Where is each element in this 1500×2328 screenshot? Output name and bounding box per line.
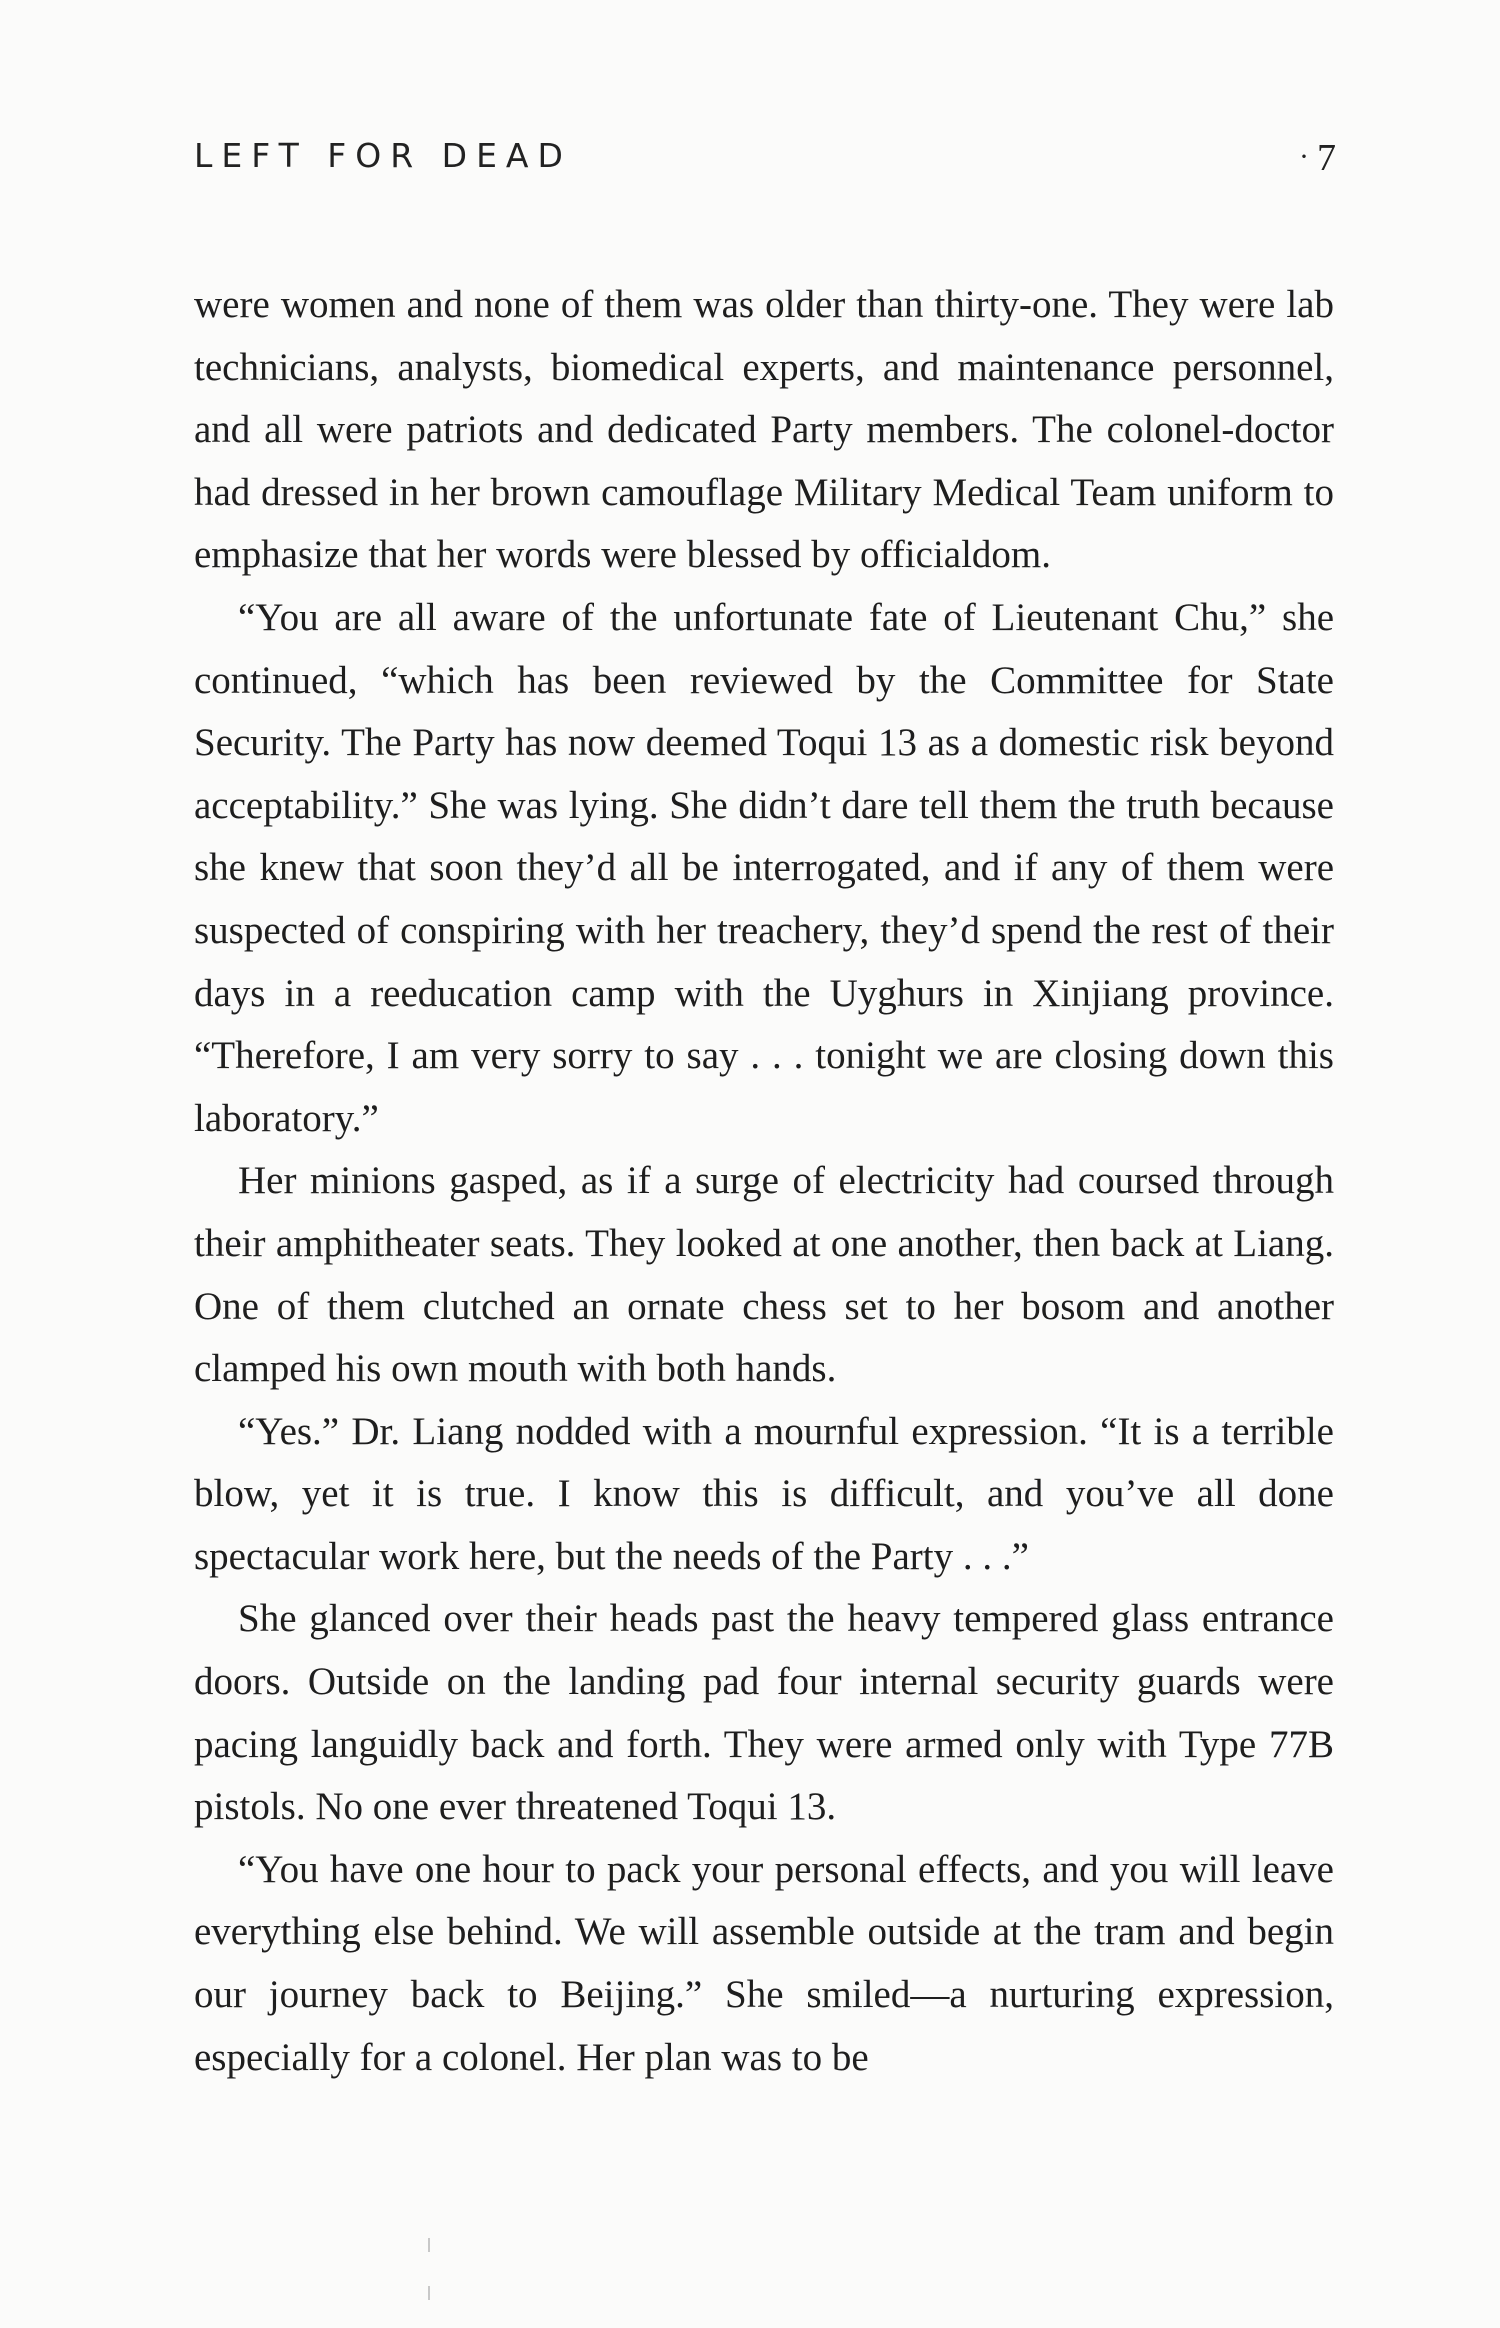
book-title: LEFT FOR DEAD bbox=[194, 136, 572, 175]
running-head bbox=[194, 136, 1336, 192]
paragraph-1: were women and none of them was older than thirty-one. They were lab technicians, analysts, biomedical experts, and maintenance personnel, and all were patriots and dedicated Party members. The colonel-doctor had dressed in her brown camouflage Military Medical Team uniform to emphasize that her words were blessed by officialdom. bbox=[194, 283, 1334, 577]
paragraph-5: She glanced over their heads past the heavy tempered glass entrance doors. Outside on the landing pad four internal security guards were pacing languidly back and forth. They were armed only with Type 77B pistols. No one ever threatened Toqui 13. bbox=[194, 1597, 1334, 1829]
paragraph-4: “Yes.” Dr. Liang nodded with a mournful expression. “It is a terrible blow, yet it is true. I know this is difficult, and you’ve all done spectacular work here, but the needs of the Party . . .” bbox=[194, 1409, 1334, 1578]
separator-dot-icon: · bbox=[1299, 140, 1309, 173]
paragraph-3: Her minions gasped, as if a surge of electricity had coursed through their amphitheater seats. They looked at one another, then back at Liang. One of them clutched an ornate chess set to her bosom and another clamped his own mouth with both hands. bbox=[194, 1159, 1334, 1391]
scan-speck bbox=[428, 2238, 430, 2252]
paragraph-6: “You have one hour to pack your personal effects, and you will leave everything else behind. We will assemble outside at the tram and begin our journey back to Beijing.” She smiled—a nurturing expression, especially for a colonel. Her plan was to be bbox=[194, 1847, 1334, 2079]
page-number: 7 bbox=[1317, 137, 1336, 179]
paragraph-2: “You are all aware of the unfortunate fate of Lieutenant Chu,” she continued, “which has been reviewed by the Committee for State Security. The Party has now deemed Toqui 13 as a domestic risk beyond acceptability.” She was lying. She didn’t dare tell them the truth because she knew that soon they’d all be interrogated, and if any of them were suspected of conspiring with her treachery, they’d spend the rest of their days in a reeducation camp with the Uyghurs in Xinjiang province. “Therefore, I am very sorry to say . . . tonight we are closing down this laboratory.” bbox=[194, 595, 1334, 1140]
page-number-wrapper bbox=[1299, 136, 1336, 180]
body-text bbox=[194, 274, 1334, 2089]
scan-speck bbox=[428, 2286, 430, 2300]
